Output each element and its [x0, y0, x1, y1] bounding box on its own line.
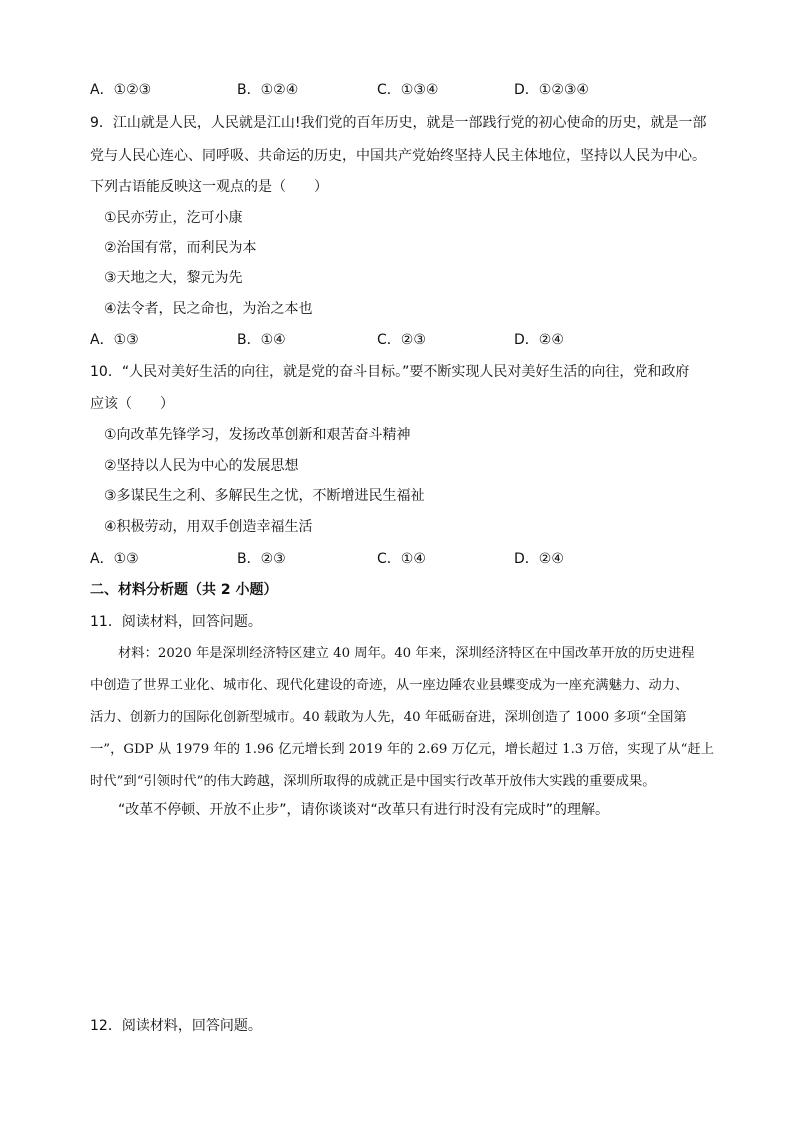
q10-stem-line-2: 应该（ ） — [90, 396, 174, 412]
q11-stem: 11．阅读材料，回答问题。 — [90, 614, 262, 630]
q9-item-4: ④法令者，民之命也，为治之本也 — [104, 301, 313, 317]
q10-option-c: C．①④ — [377, 551, 426, 567]
q10-item-2: ②坚持以人民为中心的发展思想 — [104, 458, 299, 474]
q9-item-1: ①民亦劳止，汔可小康 — [104, 210, 243, 226]
q10-option-d: D．②④ — [514, 551, 564, 567]
q10-item-4: ④积极劳动，用双手创造幸福生活 — [104, 519, 313, 535]
q9-option-a: A．①③ — [90, 332, 139, 348]
q8-option-c: C．①③④ — [377, 82, 439, 98]
q9-item-2: ②治国有常，而利民为本 — [104, 240, 257, 256]
q11-material-line-4: 一”，GDP 从 1979 年的 1.96 亿元增长到 2019 年的 2.69 万亿元，增长超过 1.3 万倍，实现了从“赶上 — [90, 742, 714, 757]
q11-answer-space[interactable] — [90, 830, 710, 1005]
q11-material-line-5: 时代”到“引领时代”的伟大跨越，深圳所取得的成就正是中国实行改革开放伟大实践的重要成果。 — [90, 774, 656, 789]
q9-option-d: D．②④ — [514, 332, 564, 348]
q9-option-c: C．②③ — [377, 332, 426, 348]
q12-stem: 12．阅读材料，回答问题。 — [90, 1018, 262, 1034]
q9-stem-line-3: 下列古语能反映这一观点的是（ ） — [90, 179, 328, 195]
q11-material-line-2: 中创造了世界工业化、城市化、现代化建设的奇迹，从一座边陲农业县蝶变成为一座充满魅力、动力、 — [90, 678, 689, 693]
q10-item-3: ③多谋民生之利、多解民生之忧，不断增进民生福祉 — [104, 488, 425, 504]
q8-option-a: A．①②③ — [90, 82, 152, 98]
q8-option-b: B．①②④ — [237, 82, 299, 98]
q10-item-1: ①向改革先锋学习，发扬改革创新和艰苦奋斗精神 — [104, 427, 411, 443]
q9-item-3: ③天地之大，黎元为先 — [104, 270, 243, 286]
q11-material-line-3: 活力、创新力的国际化创新型城市。40 载敢为人先，40 年砥砺奋进，深圳创造了 1000 多项“全国第 — [90, 710, 687, 725]
q11-material-line-1: 材料：2020 年是深圳经济特区建立 40 周年。40 年来，深圳经济特区在中国改革开放的历史进程 — [118, 646, 695, 661]
q9-stem-line-2: 党与人民心连心、同呼吸、共命运的历史，中国共产党始终坚持人民主体地位，坚持以人民为中心。 — [90, 148, 706, 164]
q9-option-b: B．①④ — [237, 332, 286, 348]
q9-stem-line-1: 9．江山就是人民，人民就是江山!我们党的百年历史，就是一部践行党的初心使命的历史，就是一部 — [90, 115, 707, 131]
section-2-title: 二、材料分析题（共 2 小题） — [90, 582, 278, 598]
q10-option-b: B．②③ — [237, 551, 286, 567]
q10-option-a: A．①③ — [90, 551, 139, 567]
q11-question: “改革不停顿、开放不止步”，请你谈谈对“改革只有进行时没有完成时”的理解。 — [118, 802, 610, 818]
q8-option-d: D．①②③④ — [514, 82, 589, 98]
q10-stem-line-1: 10．“人民对美好生活的向往，就是党的奋斗目标。”要不断实现人民对美好生活的向往，党和政府 — [90, 364, 690, 380]
